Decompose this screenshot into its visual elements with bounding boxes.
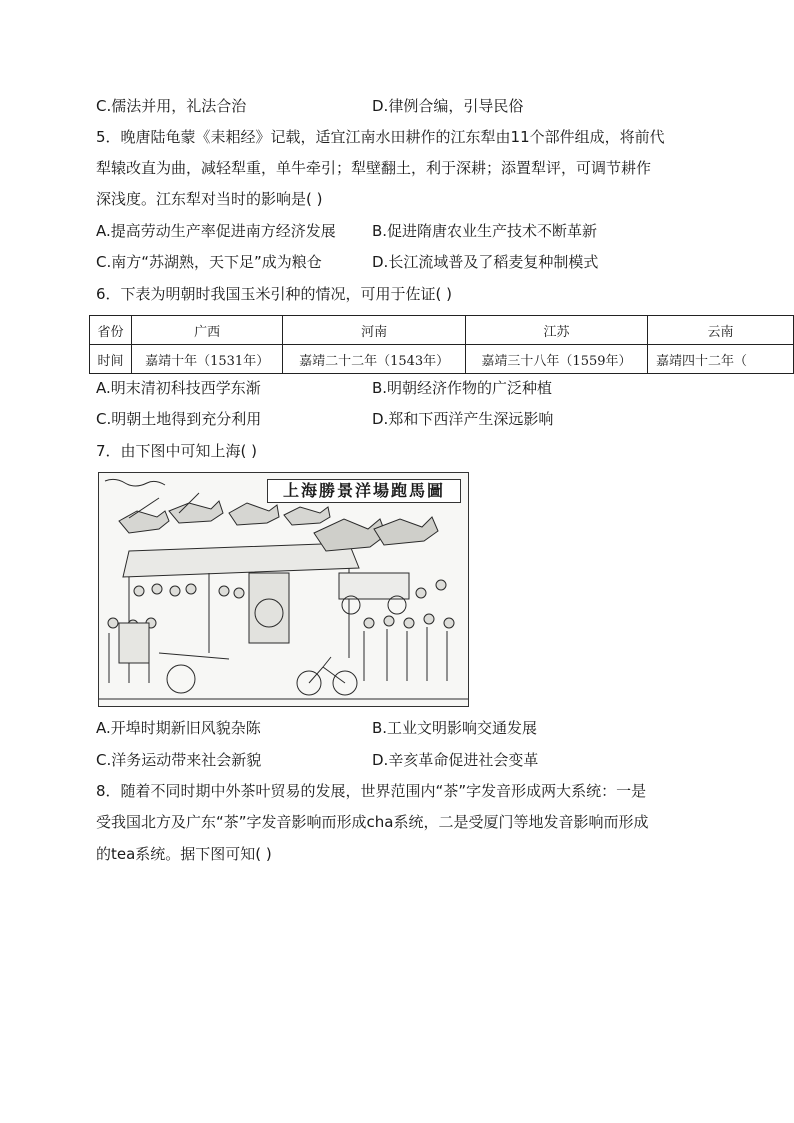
table-cell: 广西 — [132, 316, 283, 345]
q6-option-d[interactable]: D.郑和下西洋产生深远影响 — [372, 410, 554, 428]
table-cell: 云南 — [647, 316, 793, 345]
table-cell: 嘉靖十年（1531年） — [132, 345, 283, 374]
q7-option-a[interactable]: A.开埠时期新旧风貌杂陈 — [96, 719, 261, 737]
q7-option-d[interactable]: D.辛亥革命促进社会变革 — [372, 751, 539, 769]
table-cell: 嘉靖二十二年（1543年） — [283, 345, 466, 374]
q6-stem: 6．下表为明朝时我国玉米引种的情况，可用于佐证( ) — [96, 285, 453, 303]
engraving-illustration — [99, 473, 468, 706]
q5-option-c[interactable]: C.南方“苏湖熟，天下足”成为粮仓 — [96, 253, 322, 271]
q4-option-c[interactable]: C.儒法并用，礼法合治 — [96, 97, 247, 115]
table-cell: 时间 — [90, 345, 132, 374]
q7-option-c[interactable]: C.洋务运动带来社会新貌 — [96, 751, 262, 769]
q8-stem-line1: 8．随着不同时期中外茶叶贸易的发展，世界范围内“茶”字发音形成两大系统：一是 — [96, 782, 647, 800]
shanghai-racecourse-engraving — [98, 472, 469, 707]
q5-stem-line2: 犁辕改直为曲，减轻犁重，单牛牵引；犁壁翻土，利于深耕；添置犁评，可调节耕作 — [96, 159, 652, 177]
table-cell: 嘉靖三十八年（1559年） — [466, 345, 648, 374]
q7-stem: 7．由下图中可知上海( ) — [96, 442, 258, 460]
q5-option-a[interactable]: A.提高劳动生产率促进南方经济发展 — [96, 222, 336, 240]
q6-option-c[interactable]: C.明朝土地得到充分利用 — [96, 410, 262, 428]
q5-option-b[interactable]: B.促进隋唐农业生产技术不断革新 — [372, 222, 598, 240]
table-cell: 省份 — [90, 316, 132, 345]
table-cell: 嘉靖四十二年（ — [647, 345, 793, 374]
q6-option-b[interactable]: B.明朝经济作物的广泛种植 — [372, 379, 553, 397]
q5-stem-line3: 深浅度。江东犁对当时的影响是( ) — [96, 190, 323, 208]
q7-option-b[interactable]: B.工业文明影响交通发展 — [372, 719, 538, 737]
scroll-ornament — [105, 479, 165, 486]
q6-option-a[interactable]: A.明末清初科技西学东渐 — [96, 379, 261, 397]
q5-stem-line1: 5．晚唐陆龟蒙《耒耜经》记载，适宜江南水田耕作的江东犁由11个部件组成，将前代 — [96, 128, 665, 146]
table-row — [90, 316, 794, 345]
q4-option-d[interactable]: D.律例合编，引导民俗 — [372, 97, 524, 115]
table-row — [90, 345, 794, 374]
corn-introduction-table — [89, 315, 794, 374]
q8-stem-line2: 受我国北方及广东“茶”字发音影响而形成cha系统，二是受厦门等地发音影响而形成 — [96, 813, 649, 831]
engraving-title: 上海勝景洋場跑馬圖 — [267, 479, 461, 503]
table-cell: 河南 — [283, 316, 466, 345]
q8-stem-line3: 的tea系统。据下图可知( ) — [96, 845, 272, 863]
q5-option-d[interactable]: D.长江流域普及了稻麦复种制模式 — [372, 253, 599, 271]
table-cell: 江苏 — [466, 316, 648, 345]
